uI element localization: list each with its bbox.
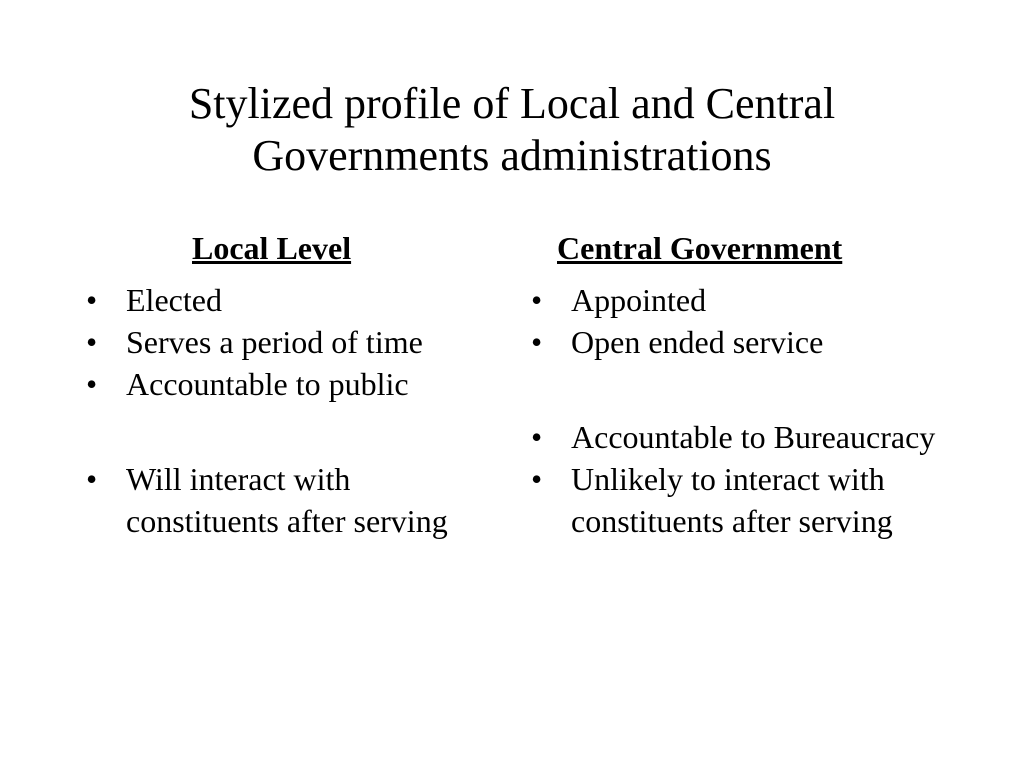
local-level-heading: Local Level (192, 230, 352, 266)
list-item-text: Unlikely to interact with constituents after serving (571, 461, 893, 539)
local-level-list (80, 279, 500, 542)
bullet-icon: • (86, 461, 98, 497)
list-item (80, 458, 500, 542)
local-level-column (80, 225, 500, 542)
list-item-text: Will interact with constituents after serving (126, 461, 448, 539)
bullet-icon: • (531, 419, 543, 455)
bullet-icon: • (86, 366, 98, 402)
list-item (525, 458, 945, 542)
list-item-text: Appointed (571, 282, 707, 318)
central-government-heading: Central Government (557, 230, 843, 266)
slide-title-line-1: Stylized profile of Local and Central (188, 79, 836, 128)
list-item (525, 279, 945, 321)
slide-title-line-2: Governments administrations (252, 131, 772, 180)
list-item-text: Elected (126, 282, 222, 318)
slide-title (60, 78, 964, 182)
central-government-column (525, 225, 945, 542)
list-item (80, 279, 500, 321)
bullet-icon: • (86, 282, 98, 318)
list-item (80, 363, 500, 405)
list-item-text: Accountable to public (126, 366, 409, 402)
list-item-text: Open ended service (571, 324, 824, 360)
bullet-icon: • (531, 282, 543, 318)
list-item-text: Serves a period of time (126, 324, 423, 360)
central-government-list (525, 279, 945, 542)
bullet-icon: • (531, 461, 543, 497)
bullet-icon: • (531, 324, 543, 360)
bullet-icon: • (86, 324, 98, 360)
list-item (525, 321, 945, 363)
list-item-text: Accountable to Bureaucracy (571, 419, 936, 455)
list-item (525, 416, 945, 458)
list-item (80, 321, 500, 363)
